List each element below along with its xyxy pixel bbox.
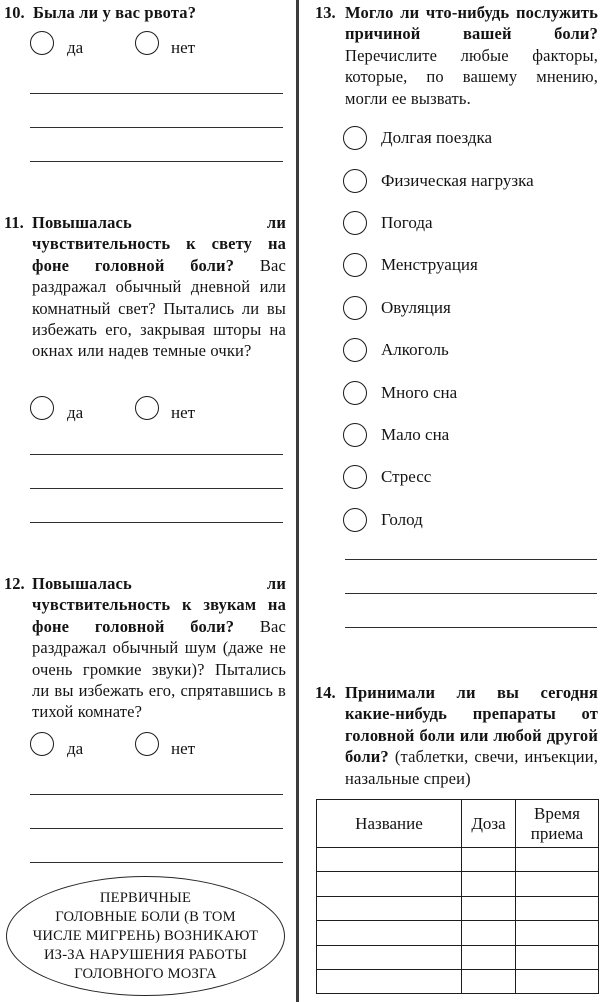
writing-line[interactable] [30,128,283,162]
writing-line[interactable] [30,94,283,128]
question-10-number: 10. [4,3,25,22]
q13-answer-lines [345,526,597,628]
question-11-text [32,212,286,362]
header-medication-name: Название [317,800,462,848]
q11-label-yes: да [67,403,84,422]
q10-radio-yes[interactable] [30,31,54,55]
question-14-text [345,682,598,789]
question-11-detail: Вас раздражал обычный дневной или комнатный свет? Пытались ли вы избежать его, закрывая шторы на окнах или надев темные очки? [32,255,286,361]
q10-radio-no[interactable] [135,31,159,55]
table-header-row [317,800,599,848]
writing-line[interactable] [345,594,597,628]
callout-line: ЧИСЛЕ МИГРЕНЬ) ВОЗНИКАЮТ [32,927,259,944]
table-cell[interactable] [462,969,516,993]
table-cell[interactable] [462,921,516,945]
q10-label-no: нет [171,38,196,57]
option-label: Менструация [381,255,478,275]
callout-line: ГОЛОВНЫЕ БОЛИ (В ТОМ [55,908,236,925]
option-label: Мало сна [381,424,450,444]
table-cell[interactable] [462,872,516,896]
q10-label-yes: да [67,38,84,57]
writing-line[interactable] [30,489,283,523]
header-dose: Доза [462,800,516,848]
writing-line[interactable] [345,526,597,560]
question-10-yesno [0,31,296,59]
option-too-little-sleep [343,414,598,456]
option-weather [343,202,598,244]
table-row [317,848,599,872]
writing-line[interactable] [30,795,283,829]
option-physical-exertion [343,159,598,201]
question-11 [4,212,286,362]
question-10-text [33,2,286,23]
table-cell[interactable] [516,896,599,920]
q11-radio-no[interactable] [135,396,159,420]
column-divider [296,0,299,1002]
primary-headache-callout [6,876,285,996]
question-13-number: 13. [315,3,336,22]
question-11-title: Повышалась ли чувствительность к свету на фоне головной боли? [32,213,286,275]
table-cell[interactable] [317,921,462,945]
table-row [317,969,599,993]
table-cell[interactable] [317,872,462,896]
option-label: Алкоголь [381,340,449,360]
question-14-detail: (таблетки, свечи, инъекции, назальные спреи) [345,747,598,788]
question-13-text [345,2,598,109]
question-12-detail: Вас раздражал обычный шум (даже не очень громкие звуки)? Пытались ли вы избежать его, спрятавшись в тихой комнате? [32,616,286,722]
table-row [317,945,599,969]
option-menstruation [343,244,598,286]
writing-line[interactable] [345,560,597,594]
table-row [317,872,599,896]
table-cell[interactable] [516,848,599,872]
option-alcohol [343,329,598,371]
question-11-yesno [0,396,296,424]
radio[interactable] [343,253,367,277]
callout-line: ГОЛОВНОГО МОЗГА [74,965,217,982]
radio[interactable] [343,296,367,320]
question-10 [4,2,286,23]
option-label: Долгая поездка [381,128,493,148]
table-cell[interactable] [516,872,599,896]
question-14-title: Принимали ли вы сегодня какие-нибудь препараты от головной боли или любой другой боли? [345,683,598,767]
radio[interactable] [343,381,367,405]
option-stress [343,456,598,498]
q11-radio-yes[interactable] [30,396,54,420]
option-label: Овуляция [381,297,451,317]
callout-line: ПЕРВИЧНЫЕ [99,889,192,906]
writing-line[interactable] [30,60,283,94]
radio[interactable] [343,423,367,447]
question-13-title: Могло ли что-нибудь послужить причиной вашей боли? [345,3,598,44]
option-label: Много сна [381,382,458,402]
option-label: Физическая нагрузка [381,170,534,190]
q12-answer-lines [30,761,283,863]
option-long-trip [343,117,598,159]
radio[interactable] [343,169,367,193]
question-12-number: 12. [4,574,25,593]
table-row [317,921,599,945]
q12-label-yes: да [67,739,84,758]
radio[interactable] [343,126,367,150]
option-label: Стресс [381,467,432,487]
q12-label-no: нет [171,739,196,758]
table-cell[interactable] [462,896,516,920]
option-label: Голод [381,509,423,529]
radio[interactable] [343,211,367,235]
question-12 [4,573,286,723]
q10-answer-lines [30,60,283,162]
table-cell[interactable] [317,848,462,872]
option-too-much-sleep [343,371,598,413]
q13-trigger-options [343,117,598,541]
medication-table [316,799,599,994]
writing-line[interactable] [30,761,283,795]
q12-radio-yes[interactable] [30,732,54,756]
header-intake-time: Время приема [516,800,599,848]
table-cell[interactable] [317,896,462,920]
option-label: Погода [381,212,433,232]
radio[interactable] [343,338,367,362]
question-13-detail: Перечислите любые факторы, которые, по вашему мнению, могли ее вызвать. [345,45,598,108]
table-cell[interactable] [516,945,599,969]
question-14-number: 14. [315,683,336,702]
table-cell[interactable] [317,969,462,993]
writing-line[interactable] [30,421,283,455]
q12-radio-no[interactable] [135,732,159,756]
question-11-number: 11. [4,213,24,232]
writing-line[interactable] [30,829,283,863]
table-cell[interactable] [462,945,516,969]
question-12-title: Повышалась ли чувствительность к звукам на фоне головной боли? [32,574,286,636]
table-cell[interactable] [462,848,516,872]
question-14 [315,682,598,789]
writing-line[interactable] [30,455,283,489]
table-cell[interactable] [516,969,599,993]
callout-line: ИЗ-ЗА НАРУШЕНИЯ РАБОТЫ [43,946,248,963]
question-10-title: Была ли у вас рвота? [33,3,197,22]
table-row [317,896,599,920]
question-12-text [32,573,286,723]
table-cell[interactable] [516,921,599,945]
q11-answer-lines [30,421,283,523]
q11-label-no: нет [171,403,196,422]
table-cell[interactable] [317,945,462,969]
radio[interactable] [343,465,367,489]
question-13 [315,2,598,109]
question-12-yesno [0,732,296,760]
option-ovulation [343,287,598,329]
